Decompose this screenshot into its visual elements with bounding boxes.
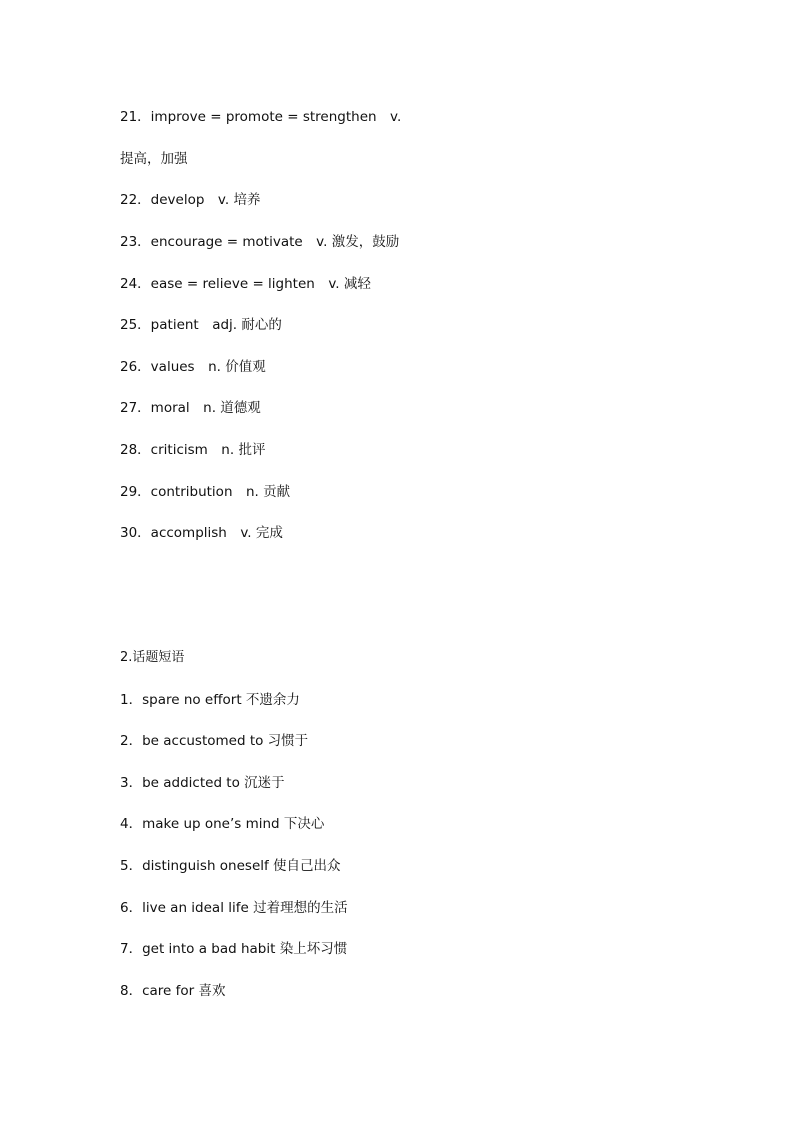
phrase-item-8: 8．care for 喜欢 [120, 983, 226, 999]
phrase-item-1: 1．spare no effort 不遗余力 [120, 692, 300, 708]
phrase-item-3: 3．be addicted to 沉迷于 [120, 775, 285, 791]
vocab-item-28: 28．criticism n. 批评 [120, 442, 266, 458]
vocab-item-21-meaning: 提高，加强 [120, 151, 188, 167]
phrase-item-4: 4．make up one’s mind 下决心 [120, 816, 325, 832]
section-heading: 2.话题短语 [120, 650, 185, 665]
vocab-item-25: 25．patient adj. 耐心的 [120, 317, 282, 333]
phrase-item-7: 7．get into a bad habit 染上坏习惯 [120, 941, 348, 957]
phrase-item-6: 6．live an ideal life 过着理想的生活 [120, 900, 348, 916]
vocab-item-24: 24．ease = relieve = lighten v. 减轻 [120, 276, 371, 292]
vocab-item-30: 30．accomplish v. 完成 [120, 525, 283, 541]
phrase-item-2: 2．be accustomed to 习惯于 [120, 733, 309, 749]
vocab-item-29: 29．contribution n. 贡献 [120, 484, 291, 500]
vocab-item-27: 27．moral n. 道德观 [120, 400, 261, 416]
vocab-item-22: 22．develop v. 培养 [120, 192, 261, 208]
vocab-item-23: 23．encourage = motivate v. 激发，鼓励 [120, 234, 400, 250]
vocab-item-26: 26．values n. 价值观 [120, 359, 266, 375]
phrase-item-5: 5．distinguish oneself 使自己出众 [120, 858, 341, 874]
vocab-item-21: 21．improve = promote = strengthen v. [120, 109, 402, 125]
